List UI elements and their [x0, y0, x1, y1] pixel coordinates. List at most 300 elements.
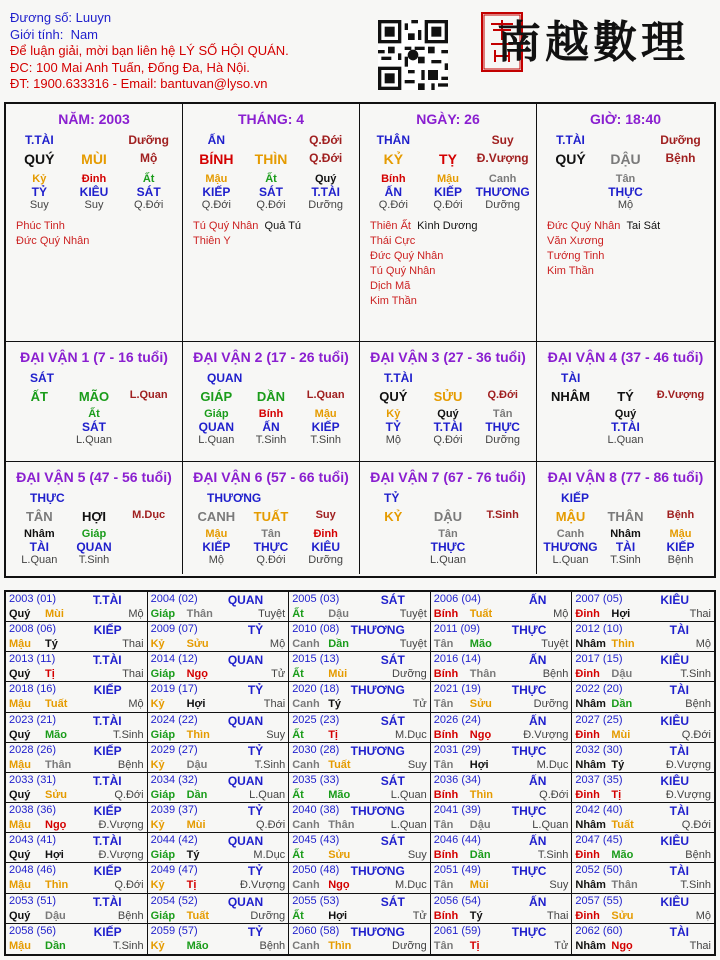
year-branch: Dậu [469, 819, 491, 832]
year-ten-god: QUAN [227, 593, 264, 607]
year-ten-god: SÁT [380, 834, 405, 849]
year-life-stage: Bệnh [685, 698, 711, 711]
year-stem: Mậu [9, 819, 31, 832]
dai-van-hidden-cell: Quý [437, 408, 459, 420]
year-ten-god: TÀI [669, 924, 689, 939]
dai-van-hidden [366, 408, 530, 420]
year-label: 2044 (42) [150, 834, 198, 847]
year-top [575, 593, 711, 607]
year-cell [289, 803, 431, 833]
year-branch: Thân [328, 819, 355, 832]
year-life-stage: M.Dục [253, 849, 286, 862]
year-label: 2050 (48) [292, 864, 340, 877]
year-ten-god: T.TÀI [92, 773, 122, 788]
year-branch: Tị [186, 879, 197, 892]
year-ten-god: ẤN [529, 593, 547, 607]
year-ten-god: THƯƠNG [350, 683, 405, 698]
year-life-stage: T.Sinh [680, 668, 711, 681]
pillar-hidden-stems-cell [543, 173, 598, 185]
year-stem: Giáp [150, 909, 176, 922]
year-top [434, 834, 569, 848]
dai-van-hidden-life [189, 554, 353, 566]
year-branch: Dậu [186, 758, 208, 771]
dai-van-stem-branch [12, 389, 176, 404]
year-label: 2041 (39) [433, 804, 481, 817]
dai-van-branch: DẬU [433, 509, 463, 524]
year-top [575, 895, 711, 909]
year-cell [148, 833, 290, 863]
pillar-ten-god-cell: THÂN [376, 133, 410, 147]
year-ten-god: T.TÀI [92, 713, 122, 728]
dai-van-hidden-cell: Nhâm [24, 528, 55, 540]
year-top [434, 623, 569, 637]
dai-van-stem: QUÝ [379, 389, 408, 404]
year-branch: Thân [45, 758, 72, 771]
pillar-hidden-ten-gods-cell: KIẾP [433, 185, 462, 199]
year-bottom [151, 759, 286, 771]
year-cell [148, 743, 290, 773]
year-top [434, 683, 569, 697]
pillar-hidden-ten-gods [543, 185, 708, 199]
pillar-stem-branch-cell: QUÝ [555, 151, 586, 167]
year-bottom [434, 759, 569, 771]
year-ten-god: TỶ [247, 683, 264, 698]
dai-van-hidden [189, 408, 353, 420]
pillar-stem-branch-cell: BÍNH [199, 151, 234, 167]
year-branch: Tuất [45, 698, 68, 711]
year-branch: Thìn [328, 939, 352, 952]
year-bottom [292, 789, 427, 801]
year-ten-god: ẤN [529, 894, 547, 909]
pillar-hidden-ten-gods-cell: THƯƠNG [475, 185, 530, 199]
dai-van-hidden-ten-gods-cell: QUAN [76, 540, 112, 554]
dai-van-cell [360, 462, 537, 574]
star-item [370, 249, 530, 264]
year-branch: Dậu [45, 909, 66, 922]
year-label: 2008 (06) [9, 623, 57, 636]
dai-van-hidden-cell: Tân [261, 528, 281, 540]
year-label: 2053 (51) [9, 894, 57, 907]
dai-van-hidden-life-cell: Dưỡng [308, 554, 344, 566]
year-stem: Nhâm [575, 698, 606, 711]
year-top [575, 623, 711, 637]
year-branch: Thìn [186, 728, 210, 741]
year-ten-god: THƯƠNG [350, 743, 405, 758]
star-name-neutral: Tai Sát [626, 220, 661, 232]
brand-text: 南越數理 [497, 17, 689, 68]
dai-van-hidden-life-cell: L.Quan [429, 554, 467, 566]
pillar-stem-branch [189, 151, 353, 167]
year-label: 2024 (22) [150, 713, 198, 726]
pillar-ten-god-cell: T.TÀI [24, 133, 54, 147]
year-cell [431, 803, 573, 833]
year-label: 2018 (16) [9, 683, 57, 696]
year-branch: Mão [611, 849, 634, 862]
year-branch: Hợi [469, 758, 489, 771]
dai-van-hidden-cell [543, 408, 598, 420]
pillar-life-stage-cell: Dưỡng [308, 199, 344, 211]
dai-van-branch: THÂN [607, 509, 644, 524]
year-life-stage: M.Dục [395, 879, 427, 892]
pillar-hidden-ten-gods-cell: SÁT [136, 185, 161, 199]
pillar-life-stage-cell: Q.Đới [433, 199, 463, 211]
year-branch: Mùi [186, 819, 206, 832]
year-life-stage: Tử [271, 668, 286, 681]
pillar-ten-god-cell [421, 133, 476, 147]
year-ten-god: KIÊU [660, 653, 689, 668]
year-bottom [434, 638, 569, 650]
pillar-stem-branch-cell: DẬU [610, 151, 641, 167]
year-ten-god: SÁT [380, 773, 405, 788]
dai-van-hidden-cell: Mậu [314, 408, 337, 420]
year-branch: Ngọ [45, 819, 67, 832]
year-cell [289, 622, 431, 652]
name-line [10, 10, 289, 27]
pillar-life-stage-cell: Suy [29, 199, 49, 211]
star-item [16, 234, 176, 249]
year-cell [289, 713, 431, 743]
dai-van-hidden-cell [475, 528, 530, 540]
year-cell [6, 833, 148, 863]
year-branch: Thân [611, 879, 638, 892]
dai-van-title: ĐẠI VẬN 6 (57 - 66 tuổi) [193, 469, 349, 485]
year-ten-god: SÁT [380, 894, 405, 909]
pillar-hidden-stems-cell: Bính [381, 173, 406, 185]
year-ten-god: KIÊU [660, 713, 689, 728]
year-ten-god: KIẾP [93, 623, 122, 638]
year-label: 2043 (41) [9, 834, 57, 847]
dai-van-hidden-cell: Tân [492, 408, 513, 420]
year-life-stage: Q.Đới [114, 788, 144, 801]
year-stem: Mậu [9, 879, 31, 892]
dai-van-hidden-life [366, 434, 530, 446]
dai-van-life: Suy [315, 509, 336, 521]
dai-van-ten-god: SÁT [30, 371, 54, 385]
year-top [151, 623, 286, 637]
year-cell [6, 622, 148, 652]
pillar-stem-branch-cell: Q.Đới [309, 151, 343, 165]
year-bottom [434, 789, 569, 801]
dai-van-hidden-life-cell: L.Quan [198, 434, 235, 446]
dai-van-hidden-life-cell: L.Quan [607, 434, 644, 446]
dai-van-hidden-life-cell: Mộ [208, 554, 224, 566]
dai-van-title: ĐẠI VẬN 2 (17 - 26 tuổi) [193, 349, 349, 365]
year-label: 2042 (40) [575, 804, 623, 817]
year-bottom [434, 608, 569, 620]
year-stem: Đinh [575, 608, 600, 620]
year-top [575, 683, 711, 697]
dai-van-hidden-life-cell: Dưỡng [485, 434, 521, 446]
year-ten-god: THƯƠNG [350, 864, 405, 879]
pillar-hidden-stems-cell: Kỷ [32, 173, 47, 185]
year-life-stage: Q.Đới [681, 728, 711, 741]
year-bottom [9, 638, 144, 650]
year-branch: Sửu [328, 849, 351, 862]
dai-van-stem-branch [366, 389, 530, 404]
pillar-hidden-stems-cell: Tân [615, 173, 636, 185]
year-ten-god: ẤN [529, 653, 547, 668]
year-branch: Thìn [469, 788, 494, 801]
year-bottom [151, 879, 286, 891]
dai-van-hidden-life [543, 554, 708, 566]
year-life-stage: M.Dục [536, 758, 569, 771]
year-top [151, 714, 286, 728]
year-cell [572, 713, 714, 743]
year-cell [289, 924, 431, 954]
year-ten-god: THỰC [511, 864, 547, 879]
year-life-stage: L.Quan [390, 788, 427, 801]
year-life-stage: Tuyệt [541, 638, 569, 651]
pillar-stem-branch [366, 151, 530, 167]
year-branch: Tý [469, 909, 483, 922]
year-cell [431, 773, 573, 803]
year-life-stage: Suy [407, 849, 427, 862]
year-branch: Dần [45, 939, 66, 952]
year-life-stage: Dưỡng [533, 698, 569, 711]
dai-van-life: Đ.Vượng [656, 389, 705, 401]
dai-van-stem-branch [189, 389, 353, 404]
year-life-stage: Bệnh [259, 939, 286, 952]
year-ten-god: THƯƠNG [350, 924, 405, 939]
year-top [434, 895, 569, 909]
year-top [151, 895, 286, 909]
dai-van-hidden-ten-gods [12, 420, 176, 434]
dai-van-hidden-life-cell: L.Quan [21, 554, 58, 566]
year-ten-god: TỶ [247, 864, 264, 879]
year-stem: Mậu [9, 638, 31, 651]
pillar-stars [193, 219, 353, 249]
year-stem: Giáp [150, 608, 176, 620]
year-cell [6, 894, 148, 924]
year-cell [289, 894, 431, 924]
dai-van-hidden-cell: Kỷ [386, 408, 401, 420]
pillar-title: THÁNG: 4 [237, 111, 305, 127]
dai-van-hidden-ten-gods-cell: KIẾP [202, 540, 231, 554]
dai-van-branch: DẦN [256, 389, 286, 404]
year-life-stage: Mộ [269, 638, 286, 651]
pillar-life-stage-cell: Q.Đới [256, 199, 286, 211]
year-cell [431, 713, 573, 743]
year-stem: Quý [9, 608, 31, 620]
year-bottom [9, 668, 144, 680]
year-stem: Canh [292, 819, 320, 832]
year-stem: Nhâm [575, 879, 606, 892]
year-cell [6, 773, 148, 803]
dai-van-hidden-life-cell [475, 554, 530, 566]
star-item [193, 219, 353, 234]
pillar-stem-branch-cell: Đ.Vượng [476, 151, 529, 165]
year-top [9, 623, 144, 637]
dai-van-stem: KỶ [384, 509, 403, 524]
year-stem: Ất [292, 788, 304, 801]
year-stem: Kỷ [150, 698, 165, 711]
star-name: Văn Xương [547, 235, 604, 247]
year-cell [572, 773, 714, 803]
year-bottom [434, 910, 569, 922]
year-life-stage: Tử [412, 698, 427, 711]
year-life-stage: Suy [549, 879, 569, 892]
dai-van-branch: HỢI [81, 509, 107, 524]
year-cell [289, 652, 431, 682]
dai-van-hidden-life [543, 434, 708, 446]
year-top [9, 774, 144, 788]
dai-van-stem: CANH [197, 509, 236, 524]
year-cell [431, 863, 573, 893]
dai-van-hidden-cell [366, 528, 421, 540]
year-ten-god: T.TÀI [92, 834, 122, 849]
year-cell [6, 924, 148, 954]
year-ten-god: ẤN [529, 773, 547, 788]
year-label: 2028 (26) [9, 743, 57, 756]
year-cell [148, 773, 290, 803]
year-label: 2046 (44) [433, 834, 481, 847]
year-life-stage: Đ.Vượng [240, 879, 286, 892]
year-branch: Tý [611, 758, 625, 771]
pillar-life-stage [366, 199, 530, 211]
dai-van-life: T.Sinh [486, 509, 519, 521]
year-top [9, 683, 144, 697]
year-stem: Đinh [575, 909, 600, 922]
year-top [292, 895, 427, 909]
year-ten-god: T.TÀI [92, 593, 122, 607]
four-pillars-grid [4, 102, 716, 578]
year-bottom [292, 849, 427, 861]
dai-van-hidden-life-cell: L.Quan [552, 554, 589, 566]
year-stem: Nhâm [575, 758, 606, 771]
year-cell [148, 682, 290, 712]
year-label: 2052 (50) [575, 864, 623, 877]
dai-van-title: ĐẠI VẬN 4 (37 - 46 tuổi) [547, 349, 704, 365]
year-bottom [151, 729, 286, 741]
year-stem: Nhâm [575, 939, 606, 952]
pillar-life-stage-cell [653, 199, 708, 211]
year-stem: Giáp [150, 728, 176, 741]
year-bottom [292, 638, 427, 650]
star-item [16, 219, 176, 234]
dai-van-hidden-cell [12, 408, 67, 420]
dai-van-title: ĐẠI VẬN 8 (77 - 86 tuổi) [547, 469, 704, 485]
year-stem: Bính [433, 608, 459, 620]
year-label: 2031 (29) [433, 743, 481, 756]
year-cell [148, 924, 290, 954]
year-stem: Nhâm [575, 638, 606, 651]
pillar-ten-god [12, 133, 176, 147]
year-stem: Ất [292, 728, 304, 741]
year-branch: Hợi [328, 909, 348, 922]
year-ten-god: T.TÀI [92, 653, 122, 668]
year-label: 2032 (30) [575, 743, 623, 756]
dai-van-ten-god: TỶ [384, 491, 400, 505]
pillar-ten-god [189, 133, 353, 147]
year-label: 2026 (24) [433, 713, 481, 726]
year-bottom [575, 819, 711, 831]
dai-van-hidden-life-cell [653, 434, 708, 446]
year-stem: Bính [433, 668, 459, 681]
year-ten-god: KIẾP [93, 804, 122, 819]
year-life-stage: Đ.Vượng [665, 758, 711, 771]
year-top [151, 864, 286, 878]
year-ten-god: QUAN [227, 653, 264, 668]
year-label: 2017 (15) [575, 653, 623, 666]
year-cell [431, 894, 573, 924]
year-life-stage: Tuyệt [399, 638, 427, 651]
star-name: Dịch Mã [370, 280, 411, 292]
dai-van-hidden-cell: Nhâm [610, 528, 641, 540]
year-bottom [9, 789, 144, 801]
year-ten-god: ẤN [529, 713, 547, 728]
year-cell [289, 682, 431, 712]
year-label: 2003 (01) [9, 593, 57, 605]
pillar-ten-god-cell [244, 133, 299, 147]
pillar-ten-god-cell: Dưỡng [128, 133, 169, 147]
year-branch: Tý [45, 638, 58, 651]
header [10, 10, 289, 93]
dai-van-hidden-life-cell [543, 434, 598, 446]
dai-van-hidden-ten-gods [543, 420, 708, 434]
year-label: 2040 (38) [292, 804, 340, 817]
year-life-stage: M.Dục [395, 728, 427, 741]
year-bottom [9, 759, 144, 771]
dai-van-hidden-life-cell: T.Sinh [310, 434, 341, 446]
year-ten-god: TỶ [247, 623, 264, 638]
year-top [9, 653, 144, 667]
year-top [9, 714, 144, 728]
star-item [547, 219, 708, 234]
dai-van-cell [537, 462, 714, 574]
year-branch: Hợi [611, 608, 631, 620]
year-top [292, 804, 427, 818]
dai-van-hidden-cell: Giáp [81, 528, 107, 540]
pillar-hidden-stems-cell: Ất [265, 173, 277, 185]
year-ten-god: KIÊU [660, 593, 689, 607]
year-ten-god: KIẾP [93, 924, 122, 939]
pillar-cell [360, 104, 537, 342]
gender-label: Giới tính: [10, 26, 64, 42]
year-bottom [292, 940, 427, 952]
pillar-hidden-stems-cell: Đinh [81, 173, 107, 185]
year-ten-god: TỶ [247, 924, 264, 939]
year-life-stage: Q.Đới [539, 788, 569, 801]
year-stem: Giáp [150, 849, 176, 862]
year-life-stage: Q.Đới [255, 819, 286, 832]
year-bottom [292, 729, 427, 741]
year-label: 2010 (08) [292, 623, 340, 636]
dai-van-hidden-life [189, 434, 353, 446]
dai-van-life: L.Quan [306, 389, 345, 401]
year-branch: Sửu [186, 638, 209, 651]
year-ten-god: THỰC [511, 743, 547, 758]
year-stem: Canh [292, 939, 320, 952]
dai-van-title: ĐẠI VẬN 3 (27 - 36 tuổi) [370, 349, 526, 365]
pillar-life-stage-cell: Mộ [617, 199, 634, 211]
pillar-title: NGÀY: 26 [416, 111, 480, 127]
year-cell [148, 894, 290, 924]
dai-van-stem-branch [543, 509, 708, 524]
year-branch: Dần [469, 849, 491, 862]
pillar-life-stage-cell: Dưỡng [485, 199, 521, 211]
year-life-stage: Tuyệt [258, 608, 286, 620]
dai-van-stem: MẬU [555, 509, 586, 524]
pillar-stem-branch-cell: THÌN [254, 151, 288, 167]
year-ten-god: TÀI [669, 804, 689, 819]
year-stem: Kỷ [150, 638, 165, 651]
year-label: 2025 (23) [292, 713, 340, 726]
year-label: 2015 (13) [292, 653, 340, 666]
year-bottom [151, 940, 286, 952]
dai-van-hidden-ten-gods-cell: KIÊU [311, 540, 340, 554]
contact-line: Để luận giải, mời bạn liên hệ LÝ SỐ HỘI QUÁN. [10, 43, 289, 58]
year-branch: Hợi [45, 849, 64, 862]
